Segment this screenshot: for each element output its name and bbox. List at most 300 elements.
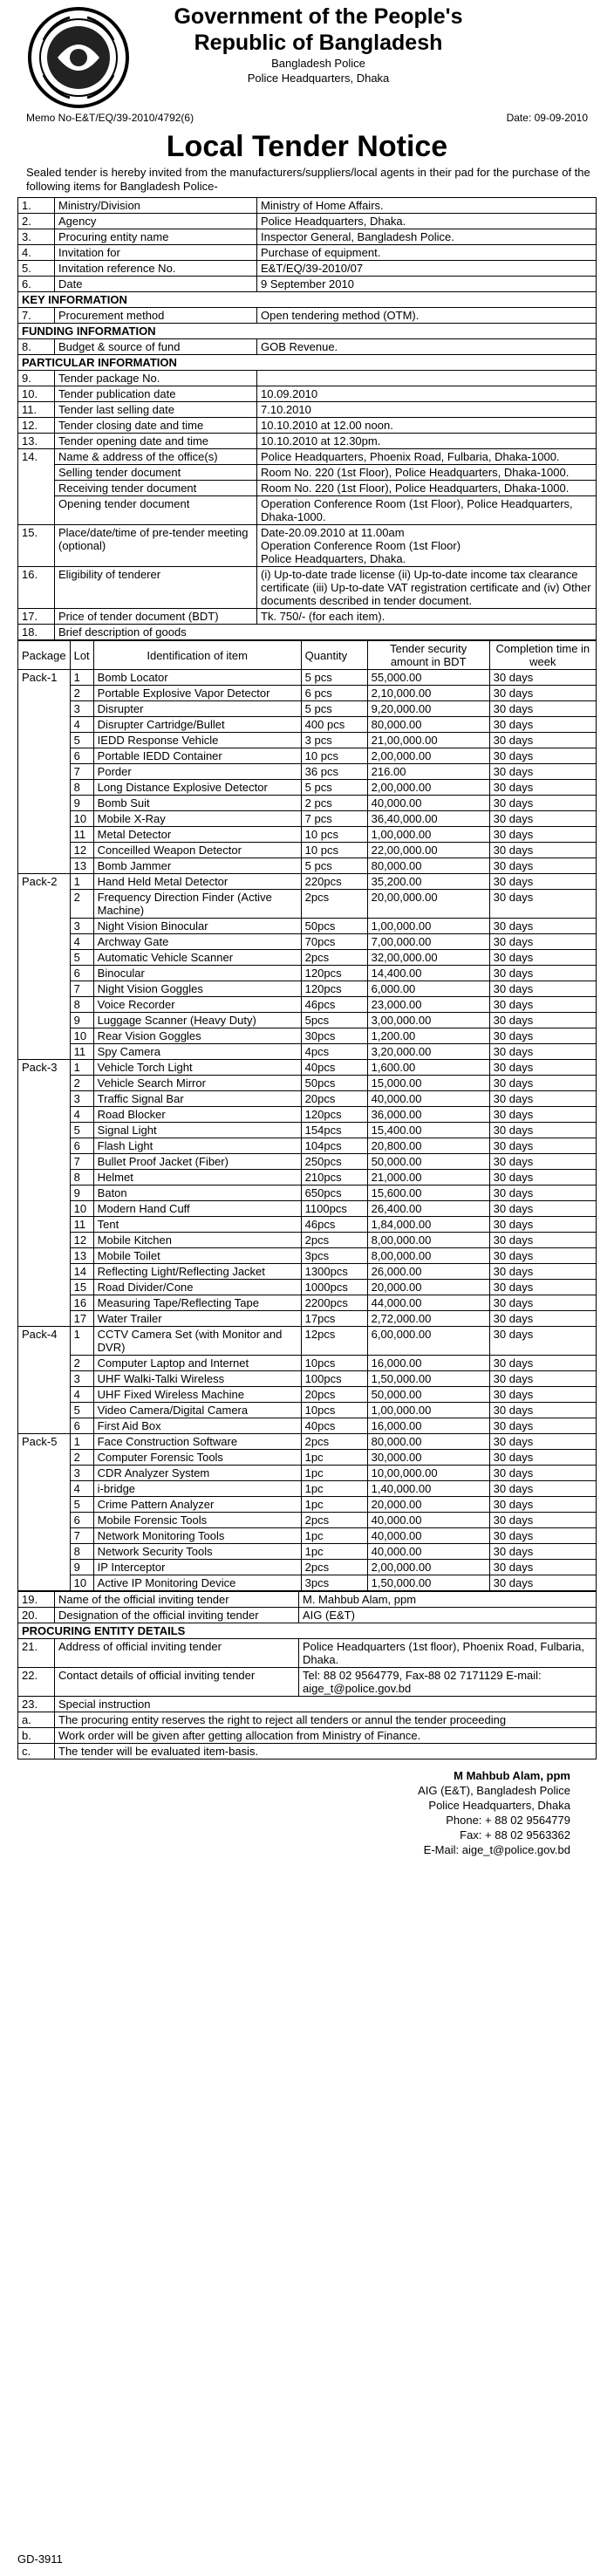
row-value: 10.09.2010 xyxy=(257,386,597,402)
info-row xyxy=(18,418,597,434)
item-quantity: 36 pcs xyxy=(301,764,367,780)
security-amount: 80,000.00 xyxy=(367,858,489,874)
lot-number: 10 xyxy=(70,1575,93,1591)
security-amount: 20,000.00 xyxy=(367,1497,489,1513)
security-amount: 26,000.00 xyxy=(367,1264,489,1280)
completion-time: 30 days xyxy=(489,764,596,780)
info-row xyxy=(18,308,597,324)
lot-number: 4 xyxy=(70,1481,93,1497)
completion-time: 30 days xyxy=(489,1186,596,1201)
lot-number: 5 xyxy=(70,950,93,966)
item-quantity: 7 pcs xyxy=(301,811,367,827)
lot-number: 7 xyxy=(70,764,93,780)
goods-row xyxy=(18,1013,597,1028)
row-value: AIG (E&T) xyxy=(299,1608,597,1623)
lot-number: 9 xyxy=(70,796,93,811)
footer-info-table xyxy=(17,1591,597,1759)
org-name: Bangladesh Police xyxy=(271,57,365,70)
row-value: Open tendering method (OTM). xyxy=(257,308,597,324)
item-name: Night Vision Binocular xyxy=(93,919,301,934)
info-table xyxy=(17,197,597,640)
item-quantity: 10 pcs xyxy=(301,843,367,858)
special-instruction-row xyxy=(18,1697,597,1712)
goods-row xyxy=(18,934,597,950)
intro-text: Sealed tender is hereby invited from the manufacturers/suppliers/local agents in their pad for the purchase of the following items for Bangladesh Police- xyxy=(26,166,590,193)
security-amount: 21,00,000.00 xyxy=(367,733,489,748)
security-amount: 216.00 xyxy=(367,764,489,780)
item-name: Spy Camera xyxy=(93,1044,301,1060)
security-amount: 2,00,000.00 xyxy=(367,748,489,764)
completion-time: 30 days xyxy=(489,858,596,874)
goods-row xyxy=(18,733,597,748)
item-quantity: 400 pcs xyxy=(301,717,367,733)
goods-row xyxy=(18,717,597,733)
completion-time: 30 days xyxy=(489,1311,596,1327)
completion-time: 30 days xyxy=(489,1076,596,1091)
security-amount: 1,00,000.00 xyxy=(367,1403,489,1418)
completion-time: 30 days xyxy=(489,1138,596,1154)
row-value: Room No. 220 (1st Floor), Police Headquarters, Dhaka-1000. xyxy=(257,481,597,496)
item-name: Road Divider/Cone xyxy=(93,1280,301,1295)
instruction-number: c. xyxy=(18,1744,55,1759)
item-quantity: 100pcs xyxy=(301,1371,367,1387)
security-amount: 10,00,000.00 xyxy=(367,1466,489,1481)
contact-row xyxy=(18,1668,597,1697)
security-amount: 2,00,000.00 xyxy=(367,780,489,796)
lot-number: 9 xyxy=(70,1186,93,1201)
goods-row xyxy=(18,858,597,874)
item-quantity: 50pcs xyxy=(301,1076,367,1091)
lot-number: 3 xyxy=(70,1371,93,1387)
item-quantity: 650pcs xyxy=(301,1186,367,1201)
item-name: Voice Recorder xyxy=(93,997,301,1013)
security-amount: 36,000.00 xyxy=(367,1107,489,1123)
lot-number: 6 xyxy=(70,1418,93,1434)
goods-row xyxy=(18,1356,597,1371)
goods-row xyxy=(18,1154,597,1170)
goods-row xyxy=(18,1575,597,1591)
item-name: Face Construction Software xyxy=(93,1434,301,1450)
completion-time: 30 days xyxy=(489,1280,596,1295)
lot-number: 5 xyxy=(70,1403,93,1418)
row-number: 3. xyxy=(18,229,55,245)
security-amount: 1,50,000.00 xyxy=(367,1575,489,1591)
signatory-line2: Police Headquarters, Dhaka xyxy=(428,1799,570,1812)
header-package: Package xyxy=(18,641,71,670)
info-row xyxy=(18,277,597,292)
lot-number: 13 xyxy=(70,858,93,874)
lot-number: 17 xyxy=(70,1311,93,1327)
lot-number: 11 xyxy=(70,1044,93,1060)
completion-time: 30 days xyxy=(489,1403,596,1418)
completion-time: 30 days xyxy=(489,717,596,733)
security-amount: 1,84,000.00 xyxy=(367,1217,489,1233)
row-value xyxy=(257,525,597,567)
security-amount: 16,000.00 xyxy=(367,1418,489,1434)
item-name: Flash Light xyxy=(93,1138,301,1154)
item-name: Traffic Signal Bar xyxy=(93,1091,301,1107)
section-label: PROCURING ENTITY DETAILS xyxy=(18,1623,597,1639)
goods-header-row xyxy=(18,641,597,670)
item-name: Network Monitoring Tools xyxy=(93,1528,301,1544)
row-label: Name & address of the office(s) xyxy=(55,449,257,465)
goods-row xyxy=(18,1497,597,1513)
completion-time: 30 days xyxy=(489,1466,596,1481)
info-row xyxy=(18,434,597,449)
notice-date: Date: 09-09-2010 xyxy=(506,112,588,124)
completion-time: 30 days xyxy=(489,1327,596,1356)
row-number: 18. xyxy=(18,625,55,640)
row-number: 2. xyxy=(18,214,55,229)
row-label: Date xyxy=(55,277,257,292)
lot-number: 2 xyxy=(70,890,93,919)
completion-time: 30 days xyxy=(489,1575,596,1591)
security-amount: 30,000.00 xyxy=(367,1450,489,1466)
item-quantity: 1100pcs xyxy=(301,1201,367,1217)
instruction-row xyxy=(18,1728,597,1744)
instruction-text: The tender will be evaluated item-basis. xyxy=(55,1744,597,1759)
lot-number: 16 xyxy=(70,1295,93,1311)
row-label: Tender last selling date xyxy=(55,402,257,418)
goods-row xyxy=(18,1434,597,1450)
lot-number: 8 xyxy=(70,1170,93,1186)
goods-row xyxy=(18,1107,597,1123)
lot-number: 10 xyxy=(70,1201,93,1217)
security-amount: 2,00,000.00 xyxy=(367,1560,489,1575)
package-name: Pack-1 xyxy=(18,670,71,874)
item-quantity: 3 pcs xyxy=(301,733,367,748)
row-value: 7.10.2010 xyxy=(257,402,597,418)
lot-number: 1 xyxy=(70,1434,93,1450)
row-label: Price of tender document (BDT) xyxy=(55,609,257,625)
item-name: Signal Light xyxy=(93,1123,301,1138)
completion-time: 30 days xyxy=(489,1123,596,1138)
office-address-row xyxy=(18,481,597,496)
security-amount: 3,00,000.00 xyxy=(367,1013,489,1028)
goods-row xyxy=(18,1076,597,1091)
item-name: Long Distance Explosive Detector xyxy=(93,780,301,796)
goods-row xyxy=(18,780,597,796)
goods-row xyxy=(18,1170,597,1186)
goods-row xyxy=(18,950,597,966)
row-label: Invitation reference No. xyxy=(55,261,257,277)
item-quantity: 1pc xyxy=(301,1481,367,1497)
goods-row xyxy=(18,1280,597,1295)
item-quantity: 3pcs xyxy=(301,1575,367,1591)
item-quantity: 40pcs xyxy=(301,1418,367,1434)
signatory-name: M Mahbub Alam, ppm xyxy=(454,1769,570,1782)
item-quantity: 1pc xyxy=(301,1497,367,1513)
meeting-detail: Date-20.09.2010 at 11.00am xyxy=(261,526,405,539)
lot-number: 6 xyxy=(70,1513,93,1528)
security-amount: 40,000.00 xyxy=(367,1091,489,1107)
security-amount: 40,000.00 xyxy=(367,1544,489,1560)
item-name: Disrupter Cartridge/Bullet xyxy=(93,717,301,733)
goods-row xyxy=(18,874,597,890)
completion-time: 30 days xyxy=(489,997,596,1013)
government-seal-icon xyxy=(26,5,131,110)
item-name: Portable IEDD Container xyxy=(93,748,301,764)
goods-row xyxy=(18,1123,597,1138)
item-name: CDR Analyzer System xyxy=(93,1466,301,1481)
completion-time: 30 days xyxy=(489,780,596,796)
lot-number: 3 xyxy=(70,701,93,717)
info-row xyxy=(18,214,597,229)
security-amount: 15,000.00 xyxy=(367,1076,489,1091)
row-label: Address of official inviting tender xyxy=(55,1639,299,1668)
gov-line2: Republic of Bangladesh xyxy=(194,31,443,55)
row-number: 9. xyxy=(18,371,55,386)
package-name: Pack-4 xyxy=(18,1327,71,1434)
goods-row xyxy=(18,1217,597,1233)
item-name: Porder xyxy=(93,764,301,780)
goods-row xyxy=(18,1387,597,1403)
row-number: 5. xyxy=(18,261,55,277)
item-name: Vehicle Torch Light xyxy=(93,1060,301,1076)
lot-number: 8 xyxy=(70,1544,93,1560)
item-quantity: 40pcs xyxy=(301,1060,367,1076)
item-quantity: 10 pcs xyxy=(301,827,367,843)
info-row xyxy=(18,402,597,418)
item-name: Mobile Forensic Tools xyxy=(93,1513,301,1528)
completion-time: 30 days xyxy=(489,1497,596,1513)
completion-time: 30 days xyxy=(489,1154,596,1170)
item-quantity: 120pcs xyxy=(301,966,367,981)
item-quantity: 5pcs xyxy=(301,1013,367,1028)
instruction-number: b. xyxy=(18,1728,55,1744)
security-amount: 1,00,000.00 xyxy=(367,827,489,843)
package-name: Pack-3 xyxy=(18,1060,71,1327)
lot-number: 3 xyxy=(70,919,93,934)
item-quantity: 2 pcs xyxy=(301,796,367,811)
item-quantity: 1pc xyxy=(301,1528,367,1544)
completion-time: 30 days xyxy=(489,1044,596,1060)
row-value: 10.10.2010 at 12.30pm. xyxy=(257,434,597,449)
item-quantity: 17pcs xyxy=(301,1311,367,1327)
instruction-row xyxy=(18,1744,597,1759)
row-value: Tk. 750/- (for each item). xyxy=(257,609,597,625)
page-title: Local Tender Notice xyxy=(166,130,448,163)
item-name: Rear Vision Goggles xyxy=(93,1028,301,1044)
row-number: 14. xyxy=(18,449,55,525)
office-address-row xyxy=(18,465,597,481)
lot-number: 1 xyxy=(70,1060,93,1076)
goods-row xyxy=(18,1295,597,1311)
item-name: IP Interceptor xyxy=(93,1560,301,1575)
completion-time: 30 days xyxy=(489,1060,596,1076)
row-value: Police Headquarters (1st floor), Phoenix Road, Fulbaria, Dhaka. xyxy=(299,1639,597,1668)
completion-time: 30 days xyxy=(489,670,596,686)
goods-row xyxy=(18,1201,597,1217)
header-quantity: Quantity xyxy=(301,641,367,670)
row-number: 19. xyxy=(18,1592,55,1608)
completion-time: 30 days xyxy=(489,1295,596,1311)
header-completion: Completion time in week xyxy=(489,641,596,670)
item-name: First Aid Box xyxy=(93,1418,301,1434)
item-name: Mobile X-Ray xyxy=(93,811,301,827)
inviting-official-row xyxy=(18,1592,597,1608)
signatory-phone: Phone: + 88 02 9564779 xyxy=(446,1814,570,1827)
item-quantity: 5 pcs xyxy=(301,670,367,686)
completion-time: 30 days xyxy=(489,1233,596,1248)
completion-time: 30 days xyxy=(489,1481,596,1497)
row-label: Tender publication date xyxy=(55,386,257,402)
security-amount: 15,400.00 xyxy=(367,1123,489,1138)
completion-time: 30 days xyxy=(489,827,596,843)
row-label: Procurement method xyxy=(55,308,257,324)
goods-row xyxy=(18,981,597,997)
item-name: Video Camera/Digital Camera xyxy=(93,1403,301,1418)
security-amount: 22,00,000.00 xyxy=(367,843,489,858)
item-quantity: 2pcs xyxy=(301,1434,367,1450)
info-row xyxy=(18,229,597,245)
item-quantity: 20pcs xyxy=(301,1091,367,1107)
item-name: Bomb Suit xyxy=(93,796,301,811)
item-name: CCTV Camera Set (with Monitor and DVR) xyxy=(93,1327,301,1356)
instruction-row xyxy=(18,1712,597,1728)
completion-time: 30 days xyxy=(489,1264,596,1280)
completion-time: 30 days xyxy=(489,701,596,717)
section-label: FUNDING INFORMATION xyxy=(18,324,597,339)
header-security: Tender security amount in BDT xyxy=(367,641,489,670)
item-name: Disrupter xyxy=(93,701,301,717)
goods-row xyxy=(18,1466,597,1481)
lot-number: 11 xyxy=(70,1217,93,1233)
item-quantity: 3pcs xyxy=(301,1248,367,1264)
row-label: Eligibility of tenderer xyxy=(55,567,257,609)
signatory-email: E-Mail: aige_t@police.gov.bd xyxy=(423,1843,570,1856)
item-quantity: 210pcs xyxy=(301,1170,367,1186)
footer-code: GD-3911 xyxy=(17,2552,63,2566)
item-name: Frequency Direction Finder (Active Machine) xyxy=(93,890,301,919)
completion-time: 30 days xyxy=(489,1387,596,1403)
goods-row xyxy=(18,1513,597,1528)
info-row xyxy=(18,261,597,277)
completion-time: 30 days xyxy=(489,1528,596,1544)
lot-number: 2 xyxy=(70,1450,93,1466)
completion-time: 30 days xyxy=(489,686,596,701)
completion-time: 30 days xyxy=(489,1201,596,1217)
lot-number: 2 xyxy=(70,1356,93,1371)
meeting-detail: Police Headquarters, Dhaka. xyxy=(261,552,406,565)
security-amount: 32,00,000.00 xyxy=(367,950,489,966)
instruction-text: The procuring entity reserves the right to reject all tenders or annul the tender proceeding xyxy=(55,1712,597,1728)
goods-row xyxy=(18,796,597,811)
signature-block xyxy=(17,1768,597,1857)
security-amount: 8,00,000.00 xyxy=(367,1233,489,1248)
lot-number: 5 xyxy=(70,1123,93,1138)
package-name: Pack-2 xyxy=(18,874,71,1060)
item-name: Modern Hand Cuff xyxy=(93,1201,301,1217)
office-address-row xyxy=(18,496,597,525)
item-quantity: 10pcs xyxy=(301,1356,367,1371)
instruction-number: a. xyxy=(18,1712,55,1728)
security-amount: 80,000.00 xyxy=(367,1434,489,1450)
item-quantity: 2pcs xyxy=(301,1560,367,1575)
item-quantity: 120pcs xyxy=(301,981,367,997)
item-name: Archway Gate xyxy=(93,934,301,950)
item-quantity: 4pcs xyxy=(301,1044,367,1060)
section-particular-information xyxy=(18,355,597,371)
completion-time: 30 days xyxy=(489,1356,596,1371)
goods-row xyxy=(18,1091,597,1107)
row-number: 15. xyxy=(18,525,55,567)
lot-number: 7 xyxy=(70,981,93,997)
lot-number: 4 xyxy=(70,1387,93,1403)
goods-row xyxy=(18,1060,597,1076)
row-value: Inspector General, Bangladesh Police. xyxy=(257,229,597,245)
completion-time: 30 days xyxy=(489,1544,596,1560)
item-name: Vehicle Search Mirror xyxy=(93,1076,301,1091)
row-label: Brief description of goods xyxy=(55,625,597,640)
lot-number: 3 xyxy=(70,1466,93,1481)
security-amount: 80,000.00 xyxy=(367,717,489,733)
security-amount: 9,20,000.00 xyxy=(367,701,489,717)
security-amount: 50,000.00 xyxy=(367,1154,489,1170)
item-name: Baton xyxy=(93,1186,301,1201)
security-amount: 16,000.00 xyxy=(367,1356,489,1371)
security-amount: 40,000.00 xyxy=(367,1528,489,1544)
completion-time: 30 days xyxy=(489,934,596,950)
row-number: 16. xyxy=(18,567,55,609)
item-quantity: 10pcs xyxy=(301,1403,367,1418)
completion-time: 30 days xyxy=(489,950,596,966)
row-number: 22. xyxy=(18,1668,55,1697)
item-name: UHF Walki-Talki Wireless xyxy=(93,1371,301,1387)
security-amount: 7,00,000.00 xyxy=(367,934,489,950)
memo-number: Memo No-E&T/EQ/39-2010/4792(6) xyxy=(26,112,194,124)
row-number: 8. xyxy=(18,339,55,355)
lot-number: 1 xyxy=(70,1327,93,1356)
item-quantity: 12pcs xyxy=(301,1327,367,1356)
lot-number: 10 xyxy=(70,811,93,827)
row-label: Procuring entity name xyxy=(55,229,257,245)
opening-label: Opening tender document xyxy=(55,496,257,525)
hq-name: Police Headquarters, Dhaka xyxy=(247,72,390,85)
row-value: Tel: 88 02 9564779, Fax-88 02 7171129 E-mail: aige_t@police.gov.bd xyxy=(299,1668,597,1697)
security-amount: 3,20,000.00 xyxy=(367,1044,489,1060)
section-key-information xyxy=(18,292,597,308)
security-amount: 1,00,000.00 xyxy=(367,919,489,934)
lot-number: 7 xyxy=(70,1528,93,1544)
goods-row xyxy=(18,1327,597,1356)
row-number: 17. xyxy=(18,609,55,625)
item-name: Binocular xyxy=(93,966,301,981)
goods-row xyxy=(18,1138,597,1154)
security-amount: 1,50,000.00 xyxy=(367,1371,489,1387)
row-value: E&T/EQ/39-2010/07 xyxy=(257,261,597,277)
completion-time: 30 days xyxy=(489,1091,596,1107)
address-row xyxy=(18,1639,597,1668)
lot-number: 10 xyxy=(70,1028,93,1044)
row-number: 23. xyxy=(18,1697,55,1712)
completion-time: 30 days xyxy=(489,796,596,811)
item-quantity: 1pc xyxy=(301,1450,367,1466)
selling-label: Selling tender document xyxy=(55,465,257,481)
completion-time: 30 days xyxy=(489,1513,596,1528)
row-label: Designation of the official inviting tender xyxy=(55,1608,299,1623)
item-quantity: 46pcs xyxy=(301,997,367,1013)
info-row xyxy=(18,386,597,402)
goods-row xyxy=(18,701,597,717)
completion-time: 30 days xyxy=(489,748,596,764)
security-amount: 23,000.00 xyxy=(367,997,489,1013)
security-amount: 2,10,000.00 xyxy=(367,686,489,701)
item-quantity: 20pcs xyxy=(301,1387,367,1403)
goods-row xyxy=(18,919,597,934)
item-name: Mobile Kitchen xyxy=(93,1233,301,1248)
item-quantity: 2200pcs xyxy=(301,1295,367,1311)
